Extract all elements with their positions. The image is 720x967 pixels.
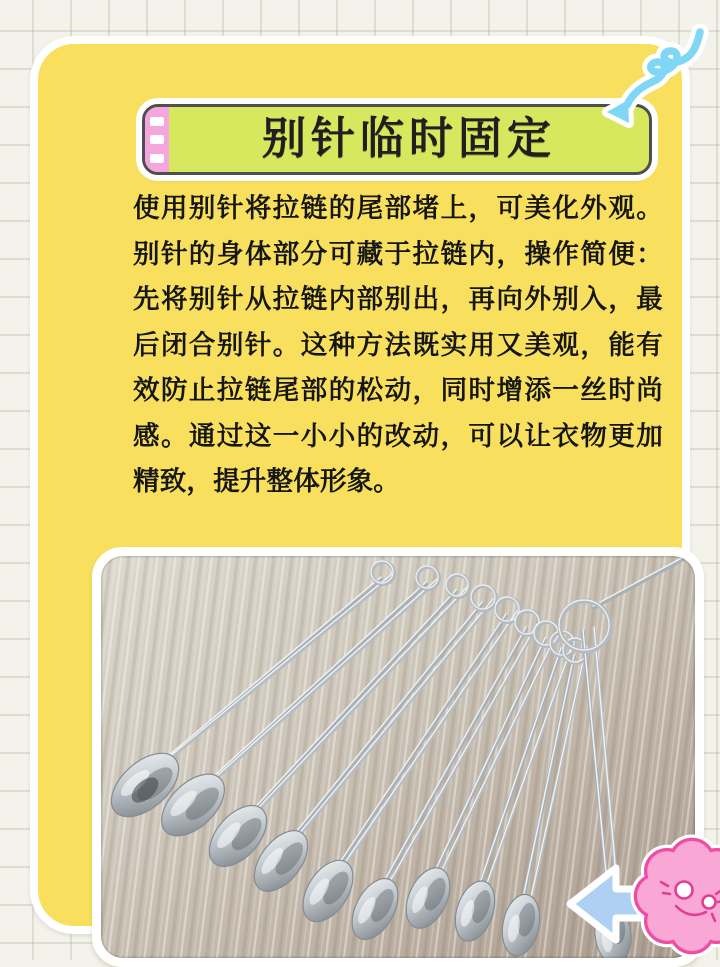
swirl-doodle-icon	[598, 24, 713, 134]
tape-strip-icon	[145, 107, 169, 172]
page-title: 别针临时固定	[262, 114, 556, 163]
body-text: 使用别针将拉链的尾部堵上，可美化外观。别针的身体部分可藏于拉链内，操作简便：先将别针从拉链内部别出，再向外别入，最后闭合别针。这种方法既实用又美观，能有效防止拉链尾部的松动，同时增添一丝时尚感。通过这一小小的改动，可以让衣物更加精致，提升整体形象。	[133, 193, 663, 496]
title-banner	[142, 104, 652, 175]
tape-dash	[150, 154, 164, 163]
content-card	[30, 36, 690, 934]
tape-dash	[150, 135, 164, 144]
tape-dash	[150, 117, 164, 126]
flower-face-icon	[628, 832, 720, 960]
